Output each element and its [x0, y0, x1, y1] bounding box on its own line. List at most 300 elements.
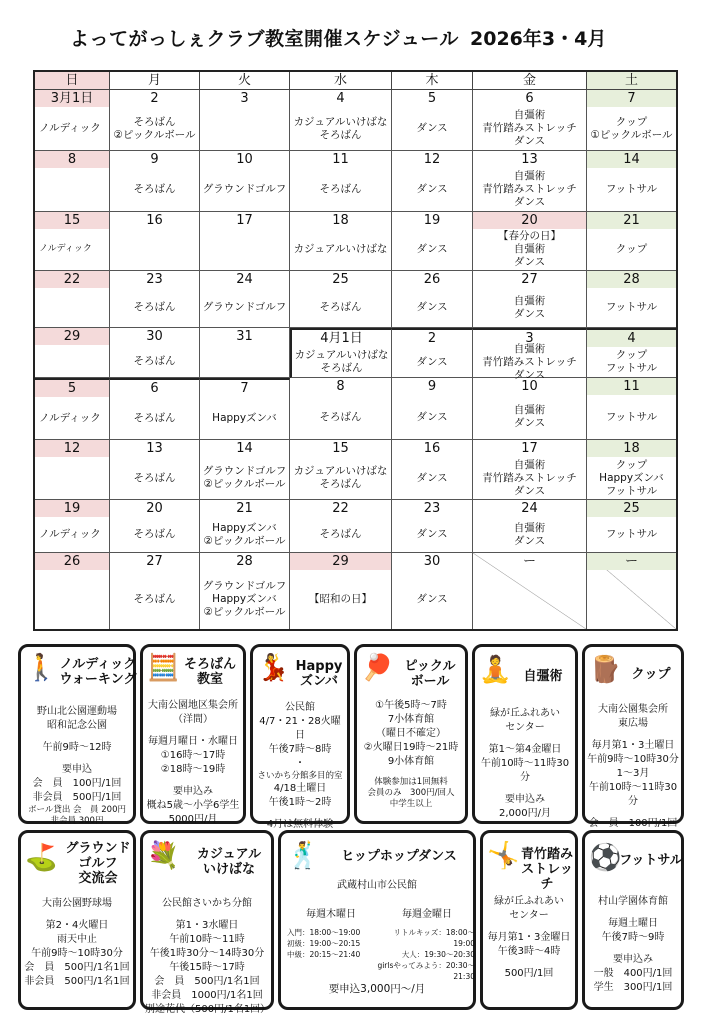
calendar-day — [35, 151, 110, 212]
day-events — [290, 107, 391, 150]
event-label: 自彊術 — [513, 243, 546, 255]
calendar-day — [110, 553, 200, 629]
card-futsal — [582, 830, 684, 1010]
day-number: 27 — [521, 272, 538, 287]
day-events — [392, 229, 472, 270]
day-events — [473, 288, 586, 327]
event-label: Happyズンバ — [212, 521, 277, 534]
day-number: 7 — [587, 90, 676, 107]
card-title-line: ボール — [410, 674, 450, 689]
event-label: そろばん — [133, 115, 176, 128]
calendar-day — [392, 500, 473, 553]
day-number: 10 — [236, 152, 253, 167]
day-events — [587, 517, 676, 552]
calendar-day — [35, 328, 110, 378]
card-title-line: グラウンド — [65, 841, 131, 856]
day-number: 15 — [35, 212, 109, 229]
card-line — [587, 945, 679, 953]
card-line: 中級：20:15～21:40 — [287, 950, 361, 959]
card-line: 公民館さいかち分館 — [162, 898, 252, 909]
event-label: ダンス — [416, 593, 448, 605]
calendar-day — [392, 440, 473, 500]
day-number: 25 — [332, 272, 349, 287]
card-soroban-body — [145, 699, 241, 827]
calendar-day — [473, 500, 587, 553]
spacer — [359, 769, 463, 777]
card-title-line: 自彊術 — [523, 669, 563, 684]
event-label: ダンス — [513, 484, 546, 497]
calendar-day — [587, 378, 676, 440]
day-events — [200, 570, 289, 629]
card-line: 午前10時～11時30分 — [588, 782, 678, 807]
stretch-icon: 🤸 — [487, 841, 520, 871]
card-line: 大南公園集会所 — [598, 704, 668, 715]
day-events — [292, 347, 391, 377]
dance-fri-times — [377, 927, 475, 982]
event-label: フットサル — [605, 362, 658, 374]
event-label: ノルディック — [39, 244, 92, 254]
event-label: フットサル — [605, 410, 658, 423]
card-jikyo — [472, 644, 578, 824]
day-number: 22 — [35, 271, 109, 288]
day-events — [110, 107, 199, 150]
event-label: そろばん — [319, 183, 362, 195]
event-label: フットサル — [605, 528, 658, 540]
card-line: 午後3時～4時 — [497, 946, 561, 957]
card-line: 大人：19:30～20:30 — [401, 950, 475, 959]
event-label: ①ピックルボール — [590, 128, 673, 141]
card-line: 村山学園体育館 — [598, 896, 668, 907]
day-number: 31 — [236, 329, 253, 344]
day-events — [35, 229, 109, 270]
card-jikyo-body — [477, 707, 573, 821]
card-line: 午前9時～12時 — [42, 742, 112, 753]
calendar-day — [290, 90, 392, 151]
calendar-day — [200, 500, 290, 553]
dance-fri-heading: 毎週金曜日 — [402, 909, 452, 920]
event-label: そろばん — [319, 410, 362, 423]
day-number: 7 — [240, 381, 249, 396]
card-line: 会 員 100円/1回 — [588, 818, 678, 829]
day-number: 28 — [587, 271, 676, 288]
card-line: 大南公園地区集会所 — [148, 700, 238, 711]
card-line: 午後15時～17時 — [169, 962, 245, 973]
card-aotake-body — [485, 895, 573, 981]
day-events — [110, 517, 199, 552]
calendar-day — [35, 212, 110, 271]
event-label: そろばん — [319, 128, 362, 141]
card-line: 概ね5歳～小学6学生 — [146, 800, 240, 811]
day-events — [290, 517, 391, 552]
event-label: そろばん — [319, 301, 362, 313]
card-line: 4/18土曜日 — [273, 783, 327, 794]
card-title-line: Happy — [295, 659, 343, 674]
day-number: 3 — [525, 331, 534, 346]
card-line: 午前9時～10時30分 — [587, 754, 679, 765]
card-line: 午後7時～8時 — [268, 744, 332, 755]
day-number: 25 — [587, 500, 676, 517]
event-label: カジュアルいけばな — [293, 115, 388, 128]
event-label: ノルディック — [39, 528, 101, 540]
card-line: 1～3月 — [616, 768, 650, 779]
calendar-day — [290, 151, 392, 212]
calendar-day — [587, 212, 676, 271]
event-label: 自彊術 — [513, 109, 546, 121]
day-number: 10 — [521, 379, 538, 394]
calendar-day — [392, 271, 473, 328]
card-line: 午前9時～10時30分 — [31, 948, 123, 959]
day-number: 19 — [35, 500, 109, 517]
day-events — [392, 288, 472, 327]
day-events — [200, 345, 289, 377]
card-line: 緑が丘ふれあい — [490, 708, 560, 719]
dance-thu-times — [287, 927, 375, 960]
day-events — [473, 342, 586, 381]
event-label: そろばん — [319, 528, 362, 540]
event-label: ダンス — [416, 471, 448, 484]
day-events — [35, 570, 109, 629]
day-number: 27 — [146, 554, 163, 569]
day-number: 30 — [423, 554, 441, 569]
calendar-day — [587, 440, 676, 500]
event-label: グラウンドゴルフ — [202, 183, 287, 195]
schedule-calendar — [33, 70, 678, 631]
calendar-day — [587, 328, 676, 378]
day-number: 17 — [236, 213, 253, 228]
calendar-day — [473, 271, 587, 328]
day-number: 8 — [35, 151, 109, 168]
card-aotake — [480, 830, 578, 1010]
day-number: 24 — [521, 501, 538, 516]
card-line: 第1～第4金曜日 — [488, 744, 562, 755]
card-line: 9小体育館 — [387, 756, 435, 767]
card-hiphop-dance — [278, 830, 476, 1010]
event-label: ダンス — [416, 410, 448, 423]
day-number: 14 — [587, 151, 676, 168]
day-events — [587, 168, 676, 211]
card-line: 別途花代（500円/1名1回） — [145, 1004, 271, 1015]
page-title: よってがっしぇクラブ教室開催スケジュール — [70, 28, 459, 50]
day-number: 30 — [146, 329, 163, 344]
card-line: 要申込 — [62, 764, 92, 775]
card-title-line: クップ — [631, 667, 671, 682]
day-number: 3 — [240, 91, 249, 106]
card-jikyo-title — [511, 669, 575, 684]
calendar-day — [35, 553, 110, 629]
card-nordic-body — [23, 705, 131, 827]
weekday-2: 火 — [200, 72, 290, 90]
day-events — [587, 288, 676, 327]
calendar-day — [110, 328, 200, 378]
day-number: 12 — [423, 152, 441, 167]
day-number: 21 — [587, 212, 676, 229]
card-line: ①午後5時～7時 — [375, 700, 447, 711]
card-line: 毎月第1・3金曜日 — [487, 932, 571, 943]
card-line: 緑が丘ふれあい — [494, 896, 564, 907]
day-events — [392, 517, 472, 552]
card-line: girlsやってみよう：20:30～21:30 — [377, 961, 475, 981]
card-title-line: 教室 — [196, 672, 223, 687]
card-line: 毎週月曜日・水曜日 — [148, 736, 238, 747]
day-events — [587, 570, 676, 629]
event-label: そろばん — [133, 528, 176, 540]
event-label: 自彊術 — [513, 342, 546, 355]
day-number: 16 — [146, 213, 163, 228]
day-number: ー — [587, 553, 676, 570]
weekday-6: 土 — [587, 72, 676, 90]
card-line: 会員のみ 300円/回人 — [367, 788, 455, 798]
day-events — [473, 457, 586, 499]
calendar-day — [473, 440, 587, 500]
weekday-header — [35, 72, 676, 90]
calendar-day — [200, 553, 290, 629]
day-events — [290, 168, 391, 211]
event-label: カジュアルいけばな — [293, 465, 388, 477]
event-label: ノルディック — [39, 122, 101, 134]
day-number: 9 — [427, 379, 437, 394]
event-label: ダンス — [513, 256, 546, 268]
event-label: Happyズンバ — [599, 471, 664, 484]
weekday-4: 木 — [392, 72, 473, 90]
card-line: 午前10時～11時 — [169, 934, 245, 945]
event-label: ②ピックルボール — [203, 478, 286, 490]
calendar-day — [587, 500, 676, 553]
event-label: 【春分の日】 — [498, 230, 561, 242]
card-pickleball-body — [359, 699, 463, 810]
day-events — [392, 395, 472, 439]
day-number: 12 — [35, 440, 109, 457]
card-ikebana — [140, 830, 274, 1015]
walker-icon: 🚶 — [25, 653, 58, 683]
card-zumba-title — [289, 659, 349, 689]
day-number: 13 — [521, 152, 538, 167]
calendar-day — [110, 151, 200, 212]
day-events — [35, 517, 109, 552]
calendar-day — [587, 151, 676, 212]
card-line: リトルキッズ：18:00～19:00 — [393, 928, 475, 948]
event-label: カジュアルいけばな — [293, 243, 388, 255]
card-line — [485, 923, 573, 931]
kubb-icon: 🪵 — [589, 655, 622, 685]
card-line: 雨天中止 — [57, 934, 97, 945]
day-number: 22 — [332, 501, 349, 516]
day-events — [35, 107, 109, 150]
card-line: ②火曜日19時～21時 — [363, 742, 459, 753]
card-line: 一般 400円/1回 — [593, 968, 673, 979]
event-label: フットサル — [605, 484, 658, 497]
day-events — [35, 397, 109, 439]
day-events — [200, 229, 289, 270]
event-label: ダンス — [513, 196, 546, 208]
card-line: 会 員 500円/1名1回 — [154, 976, 260, 987]
event-label: ダンス — [513, 135, 546, 147]
day-number: 18 — [587, 440, 676, 457]
event-label: ②ピックルボール — [113, 128, 196, 141]
day-events — [392, 107, 472, 150]
day-events — [587, 347, 676, 377]
day-events — [110, 397, 199, 439]
racket-icon: 🏓 — [361, 653, 394, 683]
calendar-day — [290, 553, 392, 629]
card-line: 午後7時～9時 — [601, 932, 665, 943]
day-events — [290, 288, 391, 327]
card-kubb — [582, 644, 684, 829]
day-number: 4 — [587, 330, 676, 347]
card-line: 5000円/月 — [168, 814, 218, 825]
card-line: 午後1時30分～14時30分 — [149, 948, 265, 959]
day-events — [587, 457, 676, 499]
card-line — [23, 733, 131, 741]
event-label: クップ — [615, 243, 648, 255]
calendar-day — [110, 90, 200, 151]
card-line: 非会員 1000円/1名1回 — [151, 990, 263, 1001]
calendar-day — [200, 271, 290, 328]
calendar-day — [290, 212, 392, 271]
card-line — [23, 755, 131, 763]
calendar-day — [110, 378, 200, 440]
card-line: センター — [509, 910, 549, 921]
card-line: 会 員 100円/1回 — [32, 778, 122, 789]
day-number: 21 — [236, 501, 253, 516]
event-label: 自彊術 — [513, 458, 546, 471]
day-number: 9 — [150, 152, 159, 167]
card-line: 非会員 300円 — [50, 816, 104, 826]
calendar-day — [200, 90, 290, 151]
day-events — [110, 457, 199, 499]
day-events — [290, 570, 391, 629]
calendar-day — [110, 440, 200, 500]
day-events — [35, 288, 109, 327]
card-line: 中学生以上 — [389, 799, 433, 809]
event-label: ノルディック — [39, 411, 101, 424]
card-dance-title: ヒップホップダンス — [341, 849, 457, 864]
card-line: 第2・4火曜日 — [45, 920, 109, 931]
event-label: そろばん — [319, 478, 362, 490]
day-number: 29 — [35, 328, 109, 345]
calendar-day — [290, 271, 392, 328]
calendar-day — [290, 328, 392, 378]
day-number: 23 — [146, 272, 163, 287]
day-number: ー — [522, 554, 536, 569]
card-line: ・ — [295, 758, 305, 769]
day-number: 26 — [35, 553, 109, 570]
calendar-day — [587, 271, 676, 328]
event-label: グラウンドゴルフ — [202, 580, 287, 592]
day-number: 24 — [236, 272, 253, 287]
event-label: クップ — [615, 115, 648, 128]
weekday-0: 日 — [35, 72, 110, 90]
card-line — [145, 727, 241, 735]
card-line — [587, 909, 679, 917]
calendar-day — [473, 328, 587, 381]
page-period: 2026年3・4月 — [470, 28, 607, 50]
day-events — [473, 395, 586, 439]
card-futsal-title — [619, 853, 683, 868]
card-title-line: ストレッチ — [521, 862, 573, 892]
card-ground-golf-title — [59, 841, 137, 886]
event-label: 青竹踏みストレッチ — [482, 183, 577, 195]
card-title-line: ピックル — [404, 659, 456, 674]
card-zumba — [250, 644, 350, 830]
card-title-line: ノルディック — [59, 657, 137, 672]
calendar-day — [473, 90, 587, 151]
day-events — [392, 168, 472, 211]
event-label: 青竹踏みストレッチ — [482, 122, 577, 134]
calendar-day — [587, 553, 676, 629]
event-label: クップ — [615, 349, 648, 361]
card-title-line: カジュアル — [196, 847, 262, 862]
card-line: 東広場 — [618, 718, 648, 729]
day-number: 5 — [427, 91, 437, 106]
day-events — [200, 517, 289, 552]
day-number: 14 — [236, 441, 253, 456]
day-events — [200, 107, 289, 150]
day-events — [110, 570, 199, 629]
calendar-day — [200, 378, 290, 440]
calendar-day — [290, 500, 392, 553]
card-line: 会 員 500円/1名1回 — [24, 962, 130, 973]
day-events — [587, 229, 676, 270]
day-number: 15 — [332, 441, 349, 456]
day-number: 18 — [332, 213, 349, 228]
calendar-day — [473, 212, 587, 271]
event-label: 自彊術 — [513, 170, 546, 182]
card-line: 入門：18:00～19:00 — [287, 928, 361, 937]
card-line: 7小体育館 — [387, 714, 435, 725]
card-line — [485, 959, 573, 967]
calendar-day — [200, 328, 290, 378]
day-number: 4 — [336, 91, 345, 106]
day-events — [392, 457, 472, 499]
day-number: 17 — [521, 441, 538, 456]
calendar-day — [392, 553, 473, 629]
day-events — [35, 457, 109, 499]
abacus-icon: 🧮 — [147, 653, 180, 683]
day-number: 5 — [35, 380, 109, 397]
day-number: 11 — [587, 378, 676, 395]
day-number: 6 — [525, 91, 534, 106]
calendar-day — [200, 440, 290, 500]
event-label: ②ピックルボール — [203, 534, 286, 547]
event-label: そろばん — [320, 362, 363, 374]
card-line: 非会員 500円/1回 — [32, 792, 122, 803]
event-label: グラウンドゴルフ — [202, 465, 287, 477]
card-aotake-title — [517, 847, 577, 892]
golfer-icon: ⛳ — [25, 843, 58, 873]
card-line: さいかち分館多目的室 — [257, 771, 343, 781]
card-line: 毎月第1・3土曜日 — [591, 740, 675, 751]
card-line — [23, 911, 131, 919]
event-label: そろばん — [133, 183, 176, 195]
calendar-day — [35, 90, 110, 151]
card-line: 昭和記念公園 — [47, 720, 107, 731]
day-events — [110, 288, 199, 327]
card-line — [477, 785, 573, 793]
card-line: 体験参加は1回無料 — [374, 777, 448, 787]
card-ikebana-body — [145, 897, 269, 1017]
event-label: ダンス — [416, 355, 448, 368]
day-events — [110, 168, 199, 211]
calendar-day — [473, 151, 587, 212]
day-events — [473, 229, 586, 270]
event-label: グラウンドゴルフ — [202, 301, 287, 313]
calendar-day — [35, 500, 110, 553]
card-line: ボール貸出 会 員 200円 — [28, 805, 126, 815]
hiphop-icon: 🕺 — [287, 841, 320, 871]
calendar-day — [35, 440, 110, 500]
card-line — [477, 735, 573, 743]
event-label: フットサル — [605, 301, 658, 313]
